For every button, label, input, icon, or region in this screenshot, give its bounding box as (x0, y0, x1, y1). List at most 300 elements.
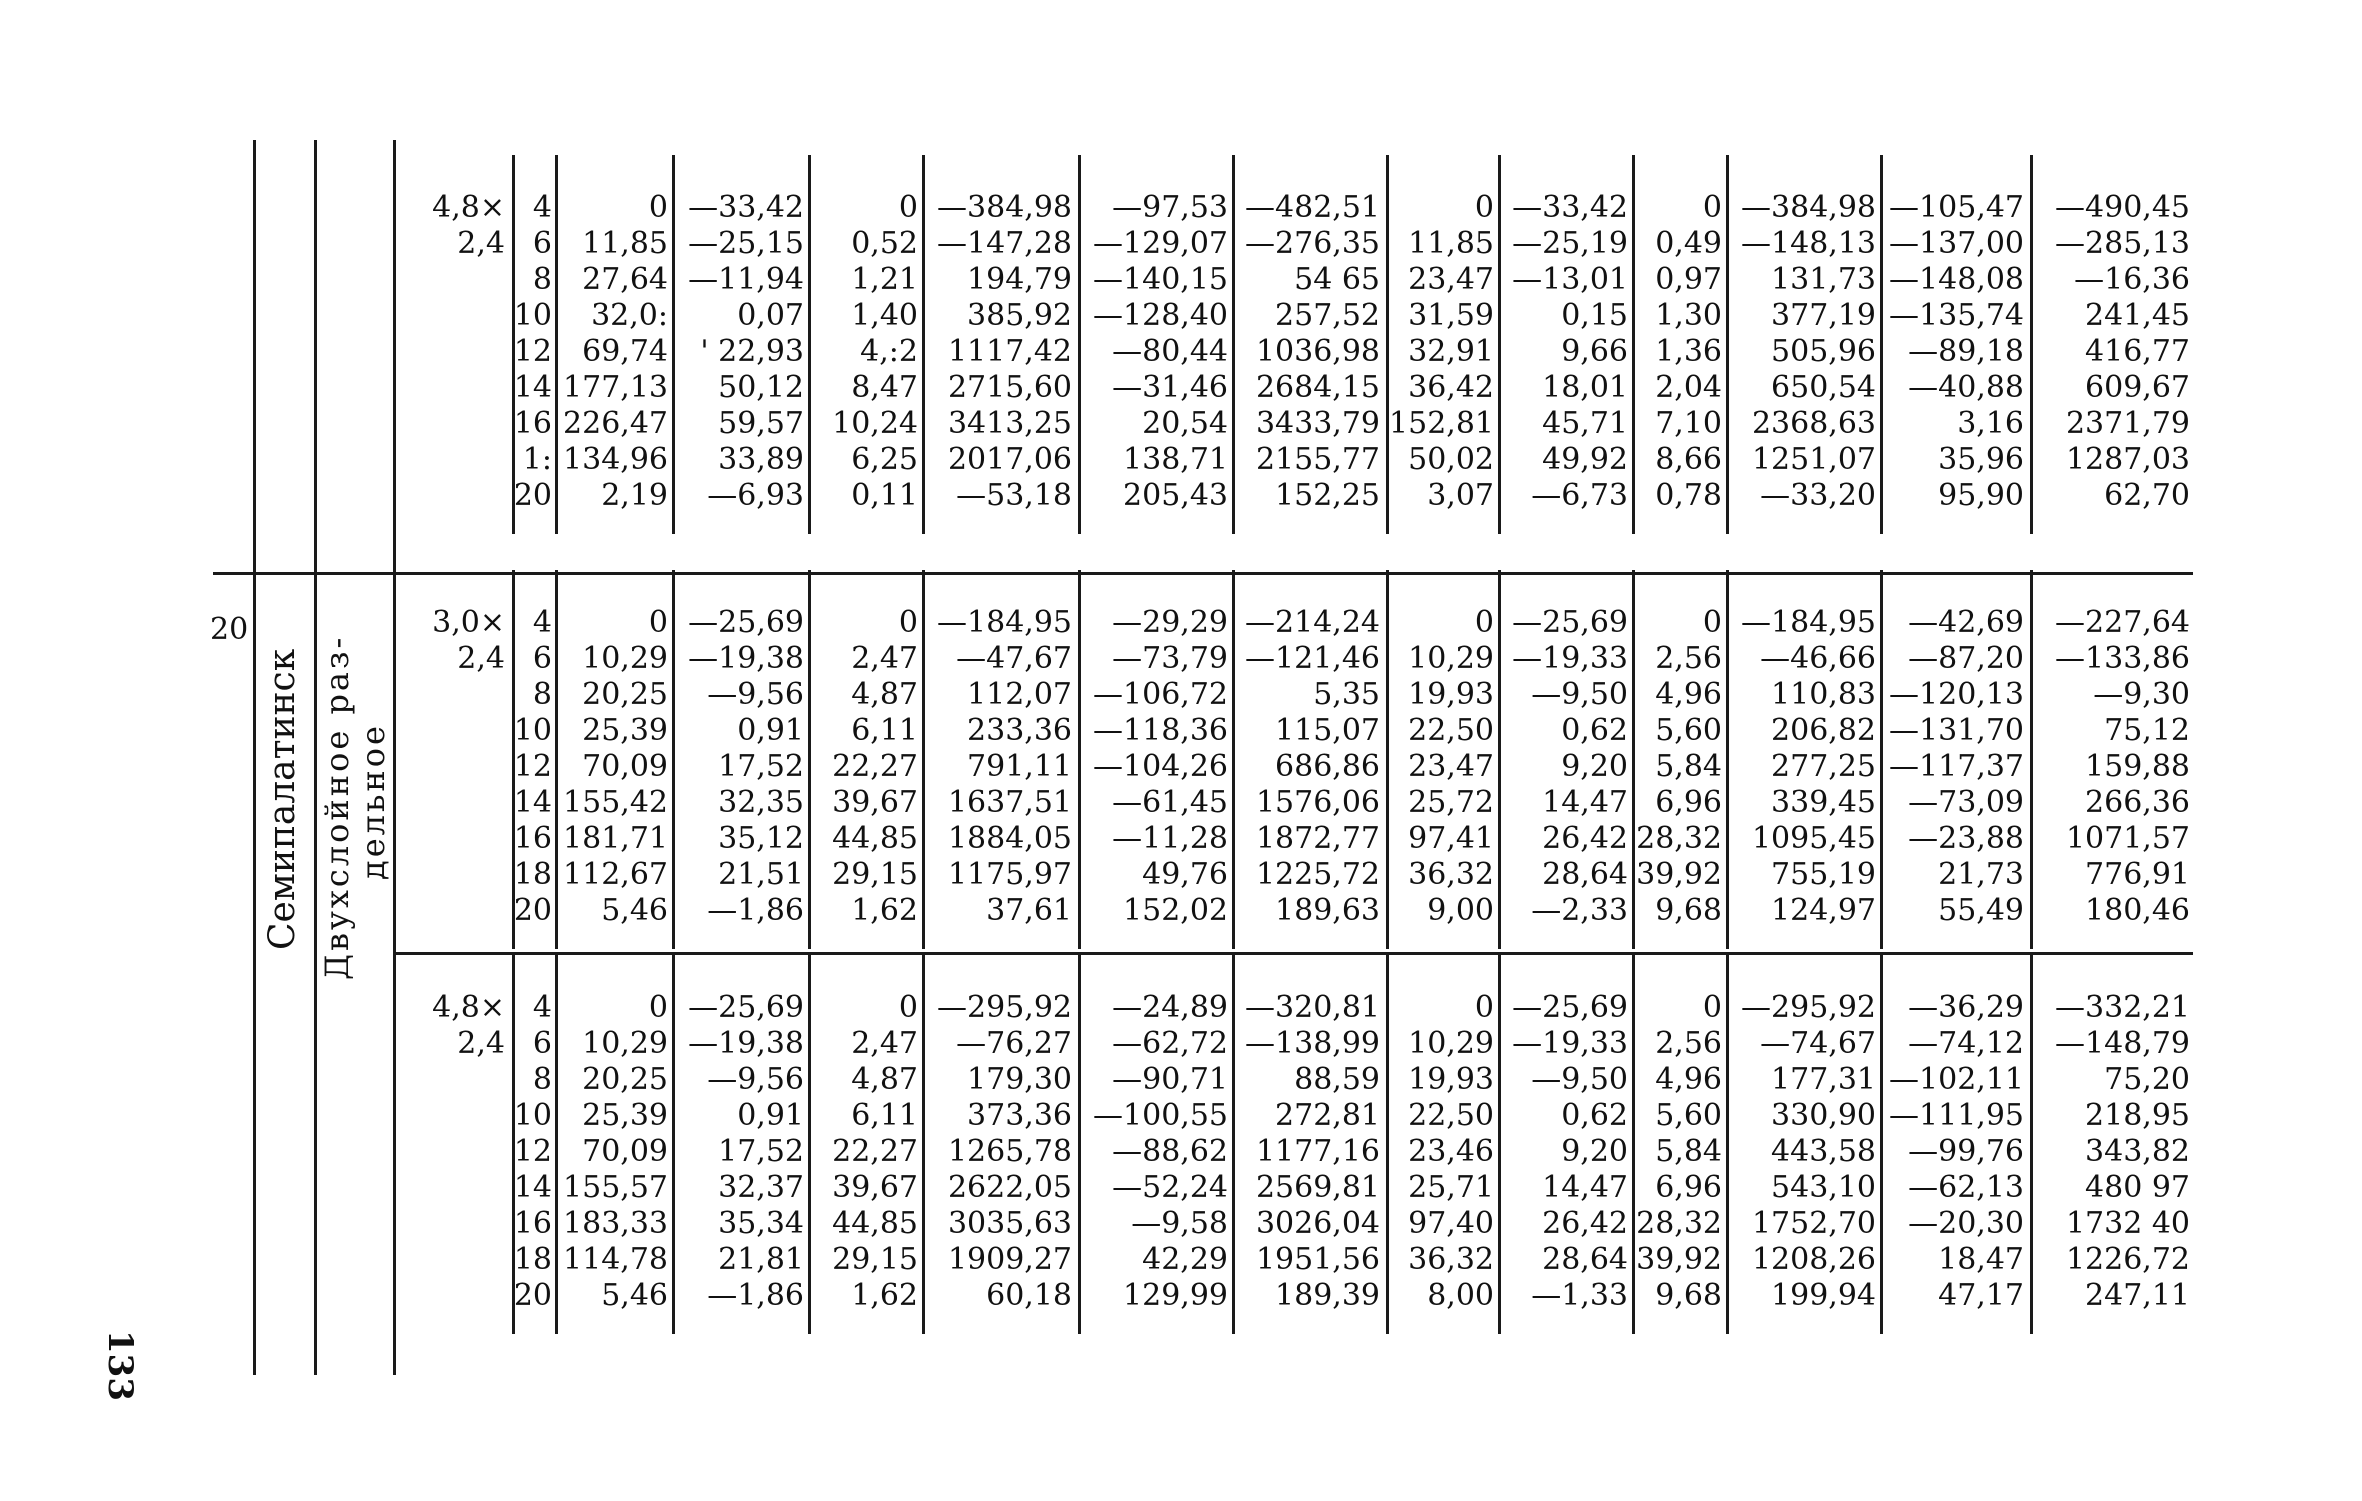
table-cell: 4,87 (851, 1062, 918, 1097)
table-cell: 183,33 (563, 1206, 668, 1241)
table-cell: —76,27 (956, 1026, 1072, 1061)
data-column (1884, 190, 2190, 514)
hour-cell: 8 (532, 262, 552, 297)
table-cell: —285,13 (2055, 226, 2190, 261)
table-cell: 0,62 (1561, 713, 1628, 748)
table-cell: 70,09 (582, 749, 668, 784)
table-cell: 0,11 (851, 478, 918, 513)
table-cell: 2368,63 (1751, 406, 1876, 441)
table-cell: 10,29 (582, 641, 668, 676)
table-cell: —20,30 (1908, 1206, 2024, 1241)
table-cell: —6,93 (707, 478, 804, 513)
table-cell: 373,36 (967, 1098, 1072, 1133)
table-cell: 29,15 (832, 857, 918, 892)
table-cell: 3,07 (1427, 478, 1494, 513)
rule-left-2 (314, 140, 317, 1375)
table-cell: 21,73 (1938, 857, 2024, 892)
table-cell: 36,32 (1408, 1242, 1494, 1277)
data-column (1884, 605, 2190, 929)
table-cell: 0,62 (1561, 1098, 1628, 1133)
table-cell: 2,19 (601, 478, 668, 513)
table-cell: 443,58 (1771, 1134, 1876, 1169)
table-cell: 206,82 (1771, 713, 1876, 748)
table-cell: 22,50 (1408, 1098, 1494, 1133)
table-cell: 25,39 (582, 1098, 668, 1133)
table-cell: 1884,05 (947, 821, 1072, 856)
table-cell: 114,78 (563, 1242, 668, 1277)
table-cell: 10,29 (1408, 1026, 1494, 1061)
table-cell: —138,99 (1245, 1026, 1380, 1061)
table-cell: 18,01 (1542, 370, 1628, 405)
table-cell: 69,74 (582, 334, 668, 369)
table-cell: 22,50 (1408, 713, 1494, 748)
table-cell: 2,47 (851, 1026, 918, 1061)
table-cell: —227,64 (2055, 605, 2190, 640)
table-cell: 55,49 (1938, 893, 2024, 928)
table-cell: —16,36 (2074, 262, 2190, 297)
table-cell: 6,96 (1655, 785, 1722, 820)
table-cell: 1637,51 (947, 785, 1072, 820)
table-cell: —11,94 (688, 262, 804, 297)
table-cell: —6,73 (1531, 478, 1628, 513)
table-cell: 1951,56 (1255, 1242, 1380, 1277)
table-cell: 9,20 (1561, 1134, 1628, 1169)
table-cell: 8,47 (851, 370, 918, 405)
table-cell: —23,88 (1908, 821, 2024, 856)
table-cell: 2,47 (851, 641, 918, 676)
hour-cell: 14 (513, 785, 552, 820)
table-cell: 14,47 (1542, 785, 1628, 820)
table-cell: 23,47 (1408, 749, 1494, 784)
table-cell: 32,37 (718, 1170, 804, 1205)
table-cell: 4,96 (1655, 1062, 1722, 1097)
hour-cell: 16 (513, 821, 552, 856)
table-cell: 70,09 (582, 1134, 668, 1169)
table-cell: 1095,45 (1751, 821, 1876, 856)
table-cell: 2569,81 (1255, 1170, 1380, 1205)
table-cell: —33,20 (1760, 478, 1876, 513)
table-cell: 32,35 (718, 785, 804, 820)
table-cell: 5,35 (1313, 677, 1380, 712)
table-cell: 505,96 (1771, 334, 1876, 369)
table-cell: —148,13 (1741, 226, 1876, 261)
table-cell: 257,52 (1275, 298, 1380, 333)
table-cell: —19,38 (688, 641, 804, 676)
data-column (1884, 990, 2190, 1314)
table-cell: —89,18 (1908, 334, 2024, 369)
table-cell: 609,67 (2085, 370, 2190, 405)
table-cell: 9,68 (1655, 1278, 1722, 1313)
table-cell: 2017,06 (947, 442, 1072, 477)
table-cell: 1732 40 (2065, 1206, 2190, 1241)
table-cell: 4,:2 (860, 334, 918, 369)
table-cell: 4,87 (851, 677, 918, 712)
table-cell: 62,70 (2104, 478, 2190, 513)
table-cell: —88,62 (1112, 1134, 1228, 1169)
table-cell: 1225,72 (1255, 857, 1380, 892)
table-cell: —73,09 (1908, 785, 2024, 820)
table-cell: 115,07 (1275, 713, 1380, 748)
hours-column (512, 990, 552, 1314)
table-cell: 25,72 (1408, 785, 1494, 820)
table-cell: 29,15 (832, 1242, 918, 1277)
table-cell: 44,85 (832, 821, 918, 856)
table-cell: 8,66 (1655, 442, 1722, 477)
table-cell: —87,20 (1908, 641, 2024, 676)
table-cell: 112,07 (967, 677, 1072, 712)
table-cell: —25,69 (1512, 605, 1628, 640)
table-cell: —25,19 (1512, 226, 1628, 261)
table-cell: 39,67 (832, 1170, 918, 1205)
table-cell: 129,99 (1123, 1278, 1228, 1313)
table-cell: —118,36 (1093, 713, 1228, 748)
hour-cell: 6 (532, 1026, 552, 1061)
table-cell: 3035,63 (947, 1206, 1072, 1241)
table-cell: 3433,79 (1255, 406, 1380, 441)
table-cell: 0 (1702, 990, 1722, 1025)
table-cell: 2684,15 (1255, 370, 1380, 405)
table-cell: 0,07 (737, 298, 804, 333)
table-cell: 42,29 (1142, 1242, 1228, 1277)
table-cell: 3,16 (1957, 406, 2024, 441)
table-cell: 1,62 (851, 893, 918, 928)
table-cell: 0,78 (1655, 478, 1722, 513)
table-cell: —129,07 (1093, 226, 1228, 261)
hours-column (512, 190, 552, 514)
table-cell: —214,24 (1245, 605, 1380, 640)
table-cell: —9,56 (707, 677, 804, 712)
table-cell: —19,38 (688, 1026, 804, 1061)
table-cell: 31,59 (1408, 298, 1494, 333)
table-cell: 3413,25 (947, 406, 1072, 441)
table-cell: —40,88 (1908, 370, 2024, 405)
table-cell: —111,95 (1889, 1098, 2024, 1133)
table-cell: 22,27 (832, 1134, 918, 1169)
table-cell: —147,28 (937, 226, 1072, 261)
table-cell: —332,21 (2055, 990, 2190, 1025)
table-cell: 0 (1474, 190, 1494, 225)
table-cell: —133,86 (2055, 641, 2190, 676)
table-cell: 36,42 (1408, 370, 1494, 405)
table-cell: 205,43 (1123, 478, 1228, 513)
table-cell: 45,71 (1542, 406, 1628, 441)
table-cell: —19,33 (1512, 641, 1628, 676)
table-cell: 1175,97 (947, 857, 1072, 892)
table-cell: 1752,70 (1751, 1206, 1876, 1241)
table-cell: —11,28 (1112, 821, 1228, 856)
table-cell: 179,30 (967, 1062, 1072, 1097)
table-cell: —74,67 (1760, 1026, 1876, 1061)
table-cell: 11,85 (582, 226, 668, 261)
table-cell: 189,39 (1275, 1278, 1380, 1313)
table-cell: 272,81 (1275, 1098, 1380, 1133)
table-cell: 0,91 (737, 713, 804, 748)
table-cell: 9,20 (1561, 749, 1628, 784)
table-cell: 124,97 (1771, 893, 1876, 928)
table-cell: 233,36 (967, 713, 1072, 748)
size-label: 2,4 (457, 226, 505, 261)
table-cell: 194,79 (967, 262, 1072, 297)
table-cell: 1208,26 (1751, 1242, 1876, 1277)
table-cell: 1,21 (851, 262, 918, 297)
table-cell: 44,85 (832, 1206, 918, 1241)
table-cell: —9,58 (1131, 1206, 1228, 1241)
table-cell: 8,00 (1427, 1278, 1494, 1313)
table-cell: 155,42 (563, 785, 668, 820)
hour-cell: 20 (513, 893, 552, 928)
table-cell: —490,45 (2055, 190, 2190, 225)
table-cell: —131,70 (1889, 713, 2024, 748)
table-cell: 2155,77 (1255, 442, 1380, 477)
table-cell: —135,74 (1889, 298, 2024, 333)
table-cell: 7,10 (1655, 406, 1722, 441)
table-cell: 22,27 (832, 749, 918, 784)
hour-cell: 4 (532, 990, 552, 1025)
table-cell: 32,0: (591, 298, 668, 333)
hour-cell: 6 (532, 641, 552, 676)
table-cell: 21,81 (718, 1242, 804, 1277)
table-cell: 152,81 (1389, 406, 1494, 441)
table-cell: 131,73 (1771, 262, 1876, 297)
table-cell: 50,02 (1408, 442, 1494, 477)
table-cell: —42,69 (1908, 605, 2024, 640)
table-cell: 23,47 (1408, 262, 1494, 297)
table-cell: —46,66 (1760, 641, 1876, 676)
table-cell: 0 (648, 605, 668, 640)
table-cell: —184,95 (937, 605, 1072, 640)
table-cell: 155,57 (563, 1170, 668, 1205)
hour-cell: 18 (513, 857, 552, 892)
table-cell: 6,11 (851, 1098, 918, 1133)
table-cell: —25,69 (1512, 990, 1628, 1025)
table-cell: 181,71 (563, 821, 668, 856)
page-number: 133 (100, 1330, 140, 1401)
table-cell: 60,18 (986, 1278, 1072, 1313)
table-cell: 28,32 (1636, 821, 1722, 856)
table-cell: —148,79 (2055, 1026, 2190, 1061)
table-cell: 650,54 (1771, 370, 1876, 405)
table-cell: 75,20 (2104, 1062, 2190, 1097)
table-cell: 28,64 (1542, 857, 1628, 892)
table-cell: —9,56 (707, 1062, 804, 1097)
table-cell: 385,92 (967, 298, 1072, 333)
table-cell: 2715,60 (947, 370, 1072, 405)
hour-cell: 20 (513, 478, 552, 513)
table-cell: 1872,77 (1255, 821, 1380, 856)
table-cell: —1,86 (707, 893, 804, 928)
table-cell: —47,67 (956, 641, 1072, 676)
table-cell: 480 97 (2085, 1170, 2190, 1205)
table-cell: 28,64 (1542, 1242, 1628, 1277)
rule-left-1 (253, 140, 256, 1375)
table-cell: —80,44 (1112, 334, 1228, 369)
table-cell: 97,41 (1408, 821, 1494, 856)
table-cell: —31,46 (1112, 370, 1228, 405)
table-cell: 543,10 (1771, 1170, 1876, 1205)
table-cell: 19,93 (1408, 677, 1494, 712)
table-cell: 1,30 (1655, 298, 1722, 333)
table-cell: 339,45 (1771, 785, 1876, 820)
table-cell: 49,92 (1542, 442, 1628, 477)
table-cell: 4,96 (1655, 677, 1722, 712)
table-cell: 9,68 (1655, 893, 1722, 928)
pavement-type-line2: дельное (354, 723, 392, 880)
table-cell: 0 (1702, 190, 1722, 225)
hour-cell: 12 (513, 1134, 552, 1169)
table-cell: —100,55 (1093, 1098, 1228, 1133)
table-cell: 37,61 (986, 893, 1072, 928)
table-cell: 5,84 (1655, 749, 1722, 784)
table-cell: 9,00 (1427, 893, 1494, 928)
table-cell: —62,72 (1112, 1026, 1228, 1061)
table-cell: 10,24 (832, 406, 918, 441)
table-cell: —25,69 (688, 990, 804, 1025)
table-cell: —52,24 (1112, 1170, 1228, 1205)
table-cell: —106,72 (1093, 677, 1228, 712)
size-label: 4,8× (432, 990, 505, 1025)
table-cell: 226,47 (563, 406, 668, 441)
table-cell: 2371,79 (2065, 406, 2190, 441)
table-cell: 95,90 (1938, 478, 2024, 513)
table-cell: 54 65 (1294, 262, 1380, 297)
hour-cell: 16 (513, 1206, 552, 1241)
table-cell: —482,51 (1245, 190, 1380, 225)
table-cell: 1071,57 (2065, 821, 2190, 856)
table-cell: 5,46 (601, 1278, 668, 1313)
table-cell: 17,52 (718, 1134, 804, 1169)
table-cell: 180,46 (2085, 893, 2190, 928)
table-cell: 35,34 (718, 1206, 804, 1241)
table-cell: 377,19 (1771, 298, 1876, 333)
table-cell: 17,52 (718, 749, 804, 784)
table-cell: —1,86 (707, 1278, 804, 1313)
table-cell: 14,47 (1542, 1170, 1628, 1205)
hour-cell: 10 (513, 1098, 552, 1133)
table-cell: 0 (1702, 605, 1722, 640)
separator-block-2 (393, 952, 2193, 955)
table-cell: —120,13 (1889, 677, 2024, 712)
table-cell: 32,91 (1408, 334, 1494, 369)
hour-cell: 14 (513, 370, 552, 405)
hour-cell: 1: (522, 442, 552, 477)
table-cell: 18,47 (1938, 1242, 2024, 1277)
table-cell: 416,77 (2085, 334, 2190, 369)
table-cell: 1,36 (1655, 334, 1722, 369)
table-cell: 112,67 (563, 857, 668, 892)
table-cell: 776,91 (2085, 857, 2190, 892)
table-cell: 755,19 (1771, 857, 1876, 892)
table-cell: 21,51 (718, 857, 804, 892)
table-cell: —33,42 (688, 190, 804, 225)
hour-cell: 10 (513, 713, 552, 748)
table-cell: —53,18 (956, 478, 1072, 513)
table-cell: —25,69 (688, 605, 804, 640)
size-label: 4,8× (432, 190, 505, 225)
hour-cell: 8 (532, 677, 552, 712)
table-cell: 26,42 (1542, 1206, 1628, 1241)
table-cell: 36,32 (1408, 857, 1494, 892)
table-cell: 134,96 (563, 442, 668, 477)
table-cell: 11,85 (1408, 226, 1494, 261)
table-cell: 0 (898, 605, 918, 640)
table-cell: 19,93 (1408, 1062, 1494, 1097)
table-cell: 27,64 (582, 262, 668, 297)
table-cell: 1265,78 (947, 1134, 1072, 1169)
table-cell: 1177,16 (1255, 1134, 1380, 1169)
table-cell: —97,53 (1112, 190, 1228, 225)
hour-cell: 18 (513, 1242, 552, 1277)
table-cell: 59,57 (718, 406, 804, 441)
table-cell: 1117,42 (947, 334, 1072, 369)
table-cell: 10,29 (582, 1026, 668, 1061)
table-cell: 1287,03 (2065, 442, 2190, 477)
table-cell: —62,13 (1908, 1170, 2024, 1205)
rule-left-3 (393, 140, 396, 1375)
table-cell: 218,95 (2085, 1098, 2190, 1133)
table-cell: 277,25 (1771, 749, 1876, 784)
table-cell: —99,76 (1908, 1134, 2024, 1169)
table-cell: 266,36 (2085, 785, 2190, 820)
table-cell: 247,11 (2085, 1278, 2190, 1313)
table-cell: —320,81 (1245, 990, 1380, 1025)
table-cell: 5,60 (1655, 1098, 1722, 1133)
size-label: 2,4 (457, 641, 505, 676)
table-cell: 9,66 (1561, 334, 1628, 369)
table-cell: —121,46 (1245, 641, 1380, 676)
hour-cell: 4 (532, 605, 552, 640)
hour-cell: 10 (513, 298, 552, 333)
table-cell: 20,25 (582, 677, 668, 712)
table-cell: 2,56 (1655, 641, 1722, 676)
table-cell: 25,39 (582, 713, 668, 748)
table-cell: 791,11 (967, 749, 1072, 784)
table-cell: 152,02 (1123, 893, 1228, 928)
table-cell: —184,95 (1741, 605, 1876, 640)
table-cell: —295,92 (1741, 990, 1876, 1025)
table-cell: 35,96 (1938, 442, 2024, 477)
table-cell: 343,82 (2085, 1134, 2190, 1169)
hour-cell: 4 (532, 190, 552, 225)
hour-cell: 6 (532, 226, 552, 261)
table-cell: —148,08 (1889, 262, 2024, 297)
table-cell: 1576,06 (1255, 785, 1380, 820)
table-cell: —9,50 (1531, 1062, 1628, 1097)
table-cell: —384,98 (1741, 190, 1876, 225)
table-cell: 33,89 (718, 442, 804, 477)
table-cell: —9,50 (1531, 677, 1628, 712)
table-cell: 2,04 (1655, 370, 1722, 405)
table-cell: —137,00 (1889, 226, 2024, 261)
table-cell: —36,29 (1908, 990, 2024, 1025)
table-cell: 26,42 (1542, 821, 1628, 856)
separator-block-1 (213, 572, 2193, 575)
table-cell: 0,52 (851, 226, 918, 261)
table-cell: 152,25 (1275, 478, 1380, 513)
size-label: 2,4 (457, 1026, 505, 1061)
table-cell: 0,91 (737, 1098, 804, 1133)
table-cell: 39,92 (1636, 1242, 1722, 1277)
table-cell: 0 (648, 190, 668, 225)
table-cell: 6,25 (851, 442, 918, 477)
table-cell: 39,67 (832, 785, 918, 820)
table-cell: —74,12 (1908, 1026, 2024, 1061)
table-cell: 177,13 (563, 370, 668, 405)
table-cell: 330,90 (1771, 1098, 1876, 1133)
table-cell: 2622,05 (947, 1170, 1072, 1205)
table-cell: 1,40 (851, 298, 918, 333)
table-cell: 20,54 (1142, 406, 1228, 441)
hour-cell: 8 (532, 1062, 552, 1097)
